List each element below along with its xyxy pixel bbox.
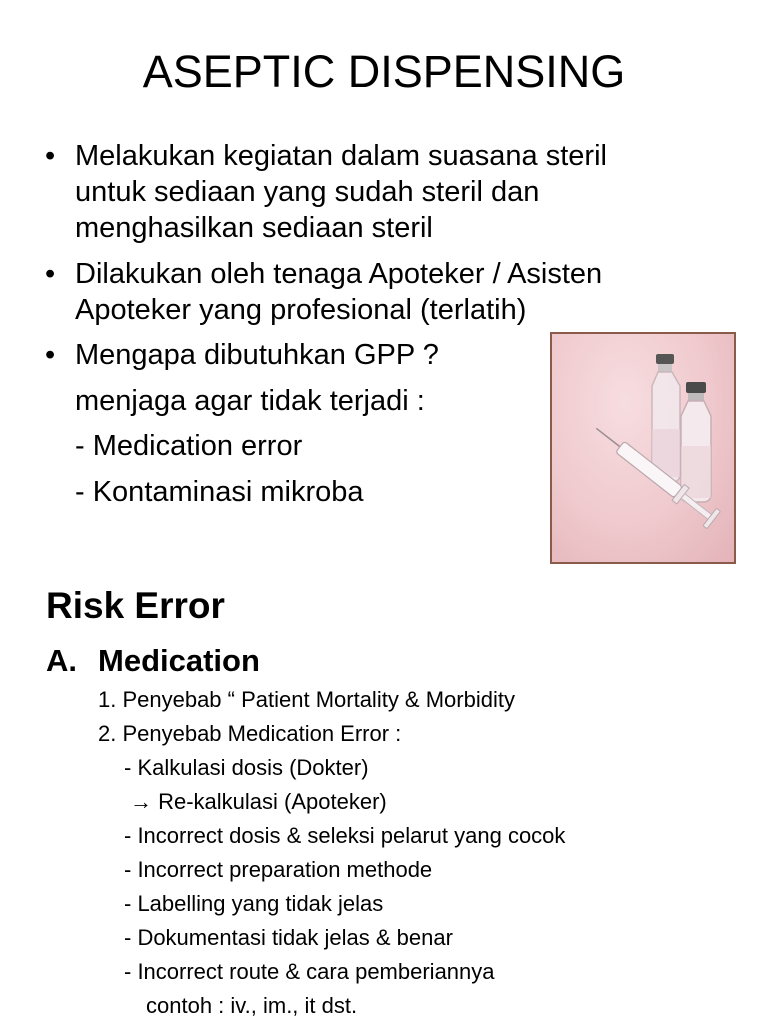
bullet-3-line-4: - Kontaminasi mikroba — [75, 476, 364, 508]
sub-heading-text: Medication — [98, 643, 260, 678]
list-item: - Incorrect route & cara pemberiannya — [124, 959, 495, 984]
section-heading: Risk Error — [46, 585, 225, 626]
list-item: - Incorrect preparation methode — [124, 857, 433, 882]
bullet-2-line-1: Dilakukan oleh tenaga Apoteker / Asisten — [75, 258, 603, 290]
bullet-1-line-3: menghasilkan sediaan steril — [75, 212, 433, 244]
list-item: → Re-kalkulasi (Apoteker) — [130, 789, 387, 814]
bullet-dot: • — [45, 258, 56, 290]
sub-heading-letter: A. — [46, 643, 77, 678]
bullet-1-line-1: Melakukan kegiatan dalam suasana steril — [75, 140, 607, 172]
slide-title: ASEPTIC DISPENSING — [142, 46, 626, 97]
bullet-dot: • — [45, 140, 56, 172]
list-item: 2. Penyebab Medication Error : — [98, 721, 402, 746]
syringe-vials-image — [550, 332, 736, 564]
list-item: 1. Penyebab “ Patient Mortality & Morbidity — [98, 687, 515, 712]
bullet-3-line-1: Mengapa dibutuhkan GPP ? — [75, 339, 439, 371]
bullet-2-line-2: Apoteker yang profesional (terlatih) — [75, 294, 527, 326]
bullet-3-line-2: menjaga agar tidak terjadi : — [75, 385, 425, 417]
bullet-3-line-3: - Medication error — [75, 430, 303, 462]
syringe-vials-illustration — [552, 334, 734, 562]
list-item: - Kalkulasi dosis (Dokter) — [124, 755, 369, 780]
list-item: contoh : iv., im., it dst. — [146, 993, 358, 1018]
bullet-dot: • — [45, 339, 56, 371]
list-item: - Dokumentasi tidak jelas & benar — [124, 925, 453, 950]
list-item: - Labelling yang tidak jelas — [124, 891, 384, 916]
bullet-1-line-2: untuk sediaan yang sudah steril dan — [75, 176, 540, 208]
list-item: - Incorrect dosis & seleksi pelarut yang cocok — [124, 823, 566, 848]
